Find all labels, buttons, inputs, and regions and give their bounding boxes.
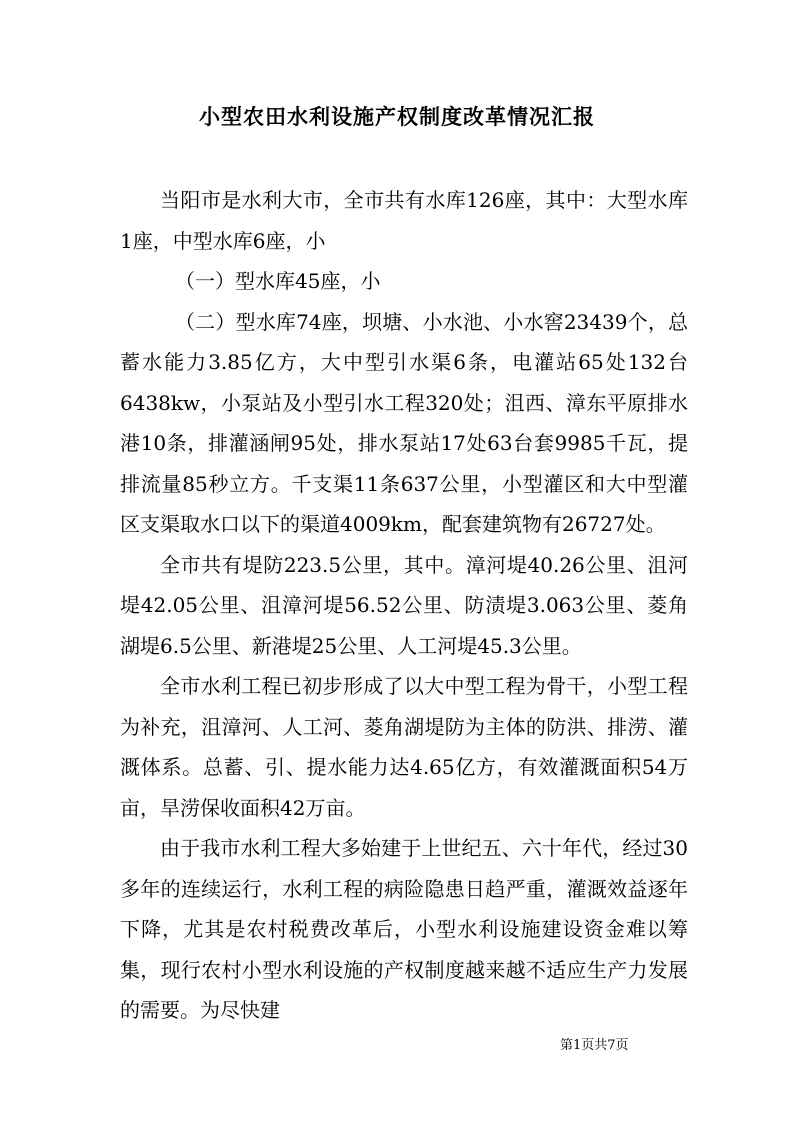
paragraph-embankments: 全市共有堤防223.5公里，其中。漳河堤40.26公里、沮河堤42.05公里、沮漳河堤56.52公里、防渍堤3.063公里、菱角湖堤6.5公里、新港堤25公里、人工河堤45.3公里。 xyxy=(120,552,688,658)
paragraph-aging-facilities: 由于我市水利工程大多始建于上世纪五、六十年代，经过30多年的连续运行，水利工程的病险隐患日趋严重，灌溉效益逐年下降，尤其是农村税费改革后，小型水利设施建设资金难以筹集，现行农村小型水利设施的产权制度越来越不适应生产力发展的需要。为尽快建 xyxy=(120,836,688,1022)
paragraph-reservoir-overview: 当阳市是水利大市，全市共有水库126座，其中：大型水库1座，中型水库6座，小 xyxy=(120,188,688,253)
document-title: 小型农田水利设施产权制度改革情况汇报 xyxy=(199,104,595,129)
paragraph-water-system: 全市水利工程已初步形成了以大中型工程为骨干，小型工程为补充，沮漳河、人工河、菱角湖堤防为主体的防洪、排涝、灌溉体系。总蓄、引、提水能力达4.65亿方，有效灌溉面积54万亩，旱涝保收面积42万亩。 xyxy=(120,674,688,820)
document-body xyxy=(120,180,688,1031)
paragraph-item-one: （一）型水库45座，小 xyxy=(175,269,381,293)
page-number: 第1页共7页 xyxy=(560,1038,629,1053)
paragraph-item-two: （二）型水库74座，坝塘、小水池、小水窖23439个，总蓄水能力3.85亿方，大中型引水渠6条，电灌站65处132台6438kw，小泵站及小型引水工程320处；沮西、漳东平原排水港10条，排灌涵闸95处，排水泵站17处63台套9985千瓦，提排流量85秒立方。千支渠11条637公里，小型灌区和大中型灌区支渠取水口以下的渠道4009km，配套建筑物有26727处。 xyxy=(120,309,688,536)
